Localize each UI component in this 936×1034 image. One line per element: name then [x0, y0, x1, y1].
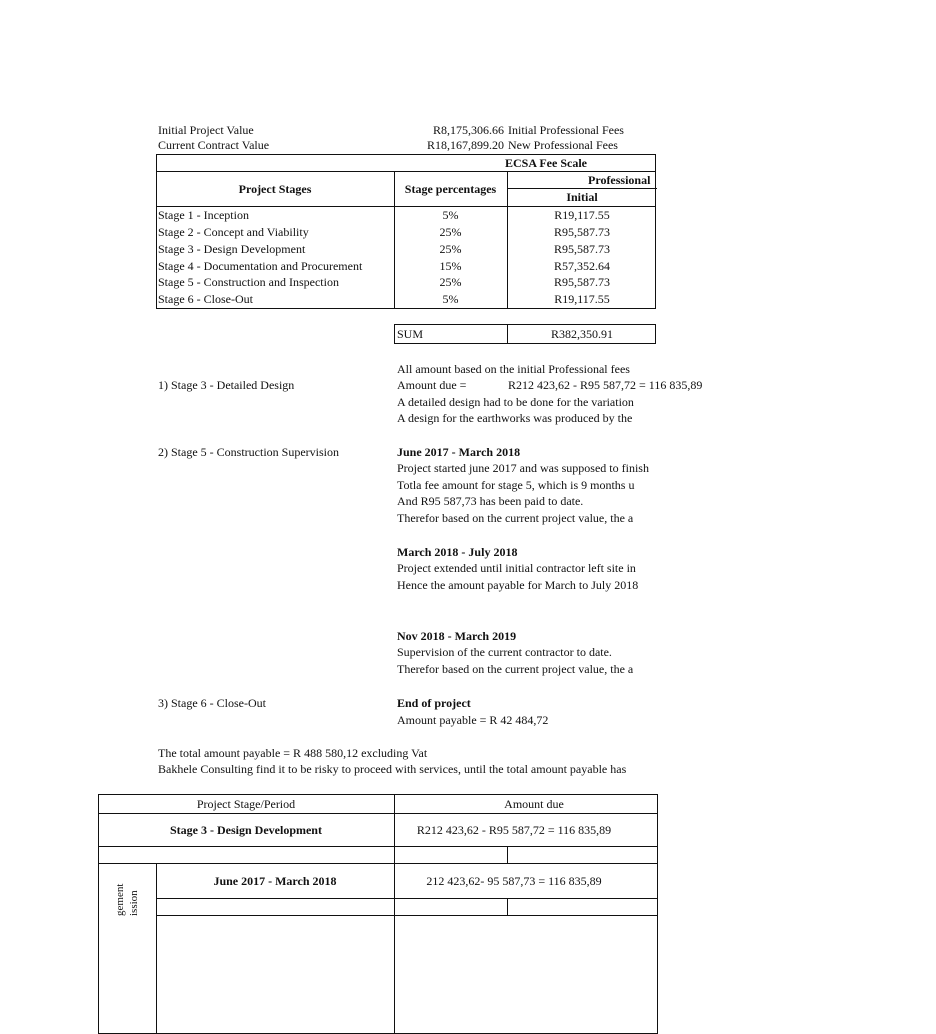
current-contract-value: R18,167,899.20	[426, 138, 504, 152]
s6-heading: End of project	[397, 696, 471, 710]
col-initial: Initial	[566, 190, 598, 204]
s3-line4: A design for the earthworks was produced by the	[397, 411, 633, 425]
col-professional: Professional	[588, 173, 651, 187]
summary-row-stage3-amount: R212 423,62 - R95 587,72 = 116 835,89	[416, 823, 612, 837]
col-project-stage-period: Project Stage/Period	[196, 797, 296, 811]
side-label-management: gement	[114, 883, 126, 916]
total-line-1: The total amount payable = R 488 580,12 excluding Vat	[158, 746, 428, 760]
total-line-2: Bakhele Consulting find it to be risky to proceed with services, until the total amount payable has	[158, 762, 627, 776]
s5-heading-2: March 2018 - July 2018	[397, 545, 518, 559]
s5-line6: Hence the amount payable for March to July 2018	[397, 578, 639, 592]
percent-cell: 25%	[439, 275, 462, 289]
percent-cell: 15%	[439, 259, 462, 273]
initial-fee-cell: R95,587.73	[553, 225, 610, 239]
summary-row-june2017-amount: 212 423,62- 95 587,73 = 116 835,89	[426, 874, 602, 888]
s3-line2b: R212 423,62 - R95 587,72 = 116 835,89	[508, 378, 703, 392]
sum-label: SUM	[397, 327, 424, 341]
s5-heading-3: Nov 2018 - March 2019	[397, 629, 517, 643]
fee-table-title: ECSA Fee Scale	[505, 156, 587, 170]
col-stage-percentages: Stage percentages	[404, 182, 497, 196]
stage-cell: Stage 6 - Close-Out	[158, 292, 253, 306]
stage-cell: Stage 2 - Concept and Viability	[158, 225, 309, 239]
s5-line1: Project started june 2017 and was supposed to finish	[397, 461, 649, 475]
s3-line1: All amount based on the initial Professional fees	[397, 362, 630, 376]
s3-line2a: Amount due =	[397, 378, 467, 392]
stage-cell: Stage 1 - Inception	[158, 208, 249, 222]
initial-fee-cell: R19,117.55	[554, 292, 610, 306]
percent-cell: 5%	[442, 292, 459, 306]
initial-project-value: R8,175,306.66	[432, 123, 504, 137]
percent-cell: 25%	[439, 225, 462, 239]
s5-heading-1: June 2017 - March 2018	[397, 445, 521, 459]
percent-cell: 25%	[439, 242, 462, 256]
s5-line3: And R95 587,73 has been paid to date.	[397, 494, 584, 508]
initial-fee-cell: R19,117.55	[554, 208, 610, 222]
current-contract-value-label: Current Contract Value	[158, 138, 270, 152]
s5-label: 2) Stage 5 - Construction Supervision	[158, 445, 339, 459]
s5-line4: Therefor based on the current project value, the a	[397, 511, 634, 525]
s3-line3: A detailed design had to be done for the variation	[397, 395, 634, 409]
summary-row-stage3: Stage 3 - Design Development	[170, 823, 322, 837]
initial-project-value-label: Initial Project Value	[158, 123, 254, 137]
s5-line2: Totla fee amount for stage 5, which is 9 months u	[397, 478, 635, 492]
percent-cell: 5%	[442, 208, 459, 222]
s3-label: 1) Stage 3 - Detailed Design	[158, 378, 295, 392]
s5-line8: Therefor based on the current project value, the a	[397, 662, 634, 676]
stage-cell: Stage 3 - Design Development	[158, 242, 306, 256]
s6-line1: Amount payable = R 42 484,72	[397, 713, 549, 727]
initial-prof-fees-label: Initial Professional Fees	[508, 123, 624, 137]
s5-line7: Supervision of the current contractor to date.	[397, 645, 612, 659]
s5-line5: Project extended until initial contractor left site in	[397, 561, 636, 575]
side-label-commission: ission	[128, 890, 140, 916]
initial-fee-cell: R95,587.73	[553, 275, 610, 289]
s6-label: 3) Stage 6 - Close-Out	[158, 696, 266, 710]
initial-fee-cell: R57,352.64	[553, 259, 610, 273]
stage-cell: Stage 5 - Construction and Inspection	[158, 275, 339, 289]
stage-cell: Stage 4 - Documentation and Procurement	[158, 259, 363, 273]
initial-fee-cell: R95,587.73	[553, 242, 610, 256]
new-prof-fees-label: New Professional Fees	[508, 138, 618, 152]
col-project-stages: Project Stages	[238, 182, 312, 196]
sum-value: R382,350.91	[550, 327, 613, 341]
col-amount-due: Amount due	[504, 797, 564, 811]
summary-row-june2017: June 2017 - March 2018	[213, 874, 337, 888]
